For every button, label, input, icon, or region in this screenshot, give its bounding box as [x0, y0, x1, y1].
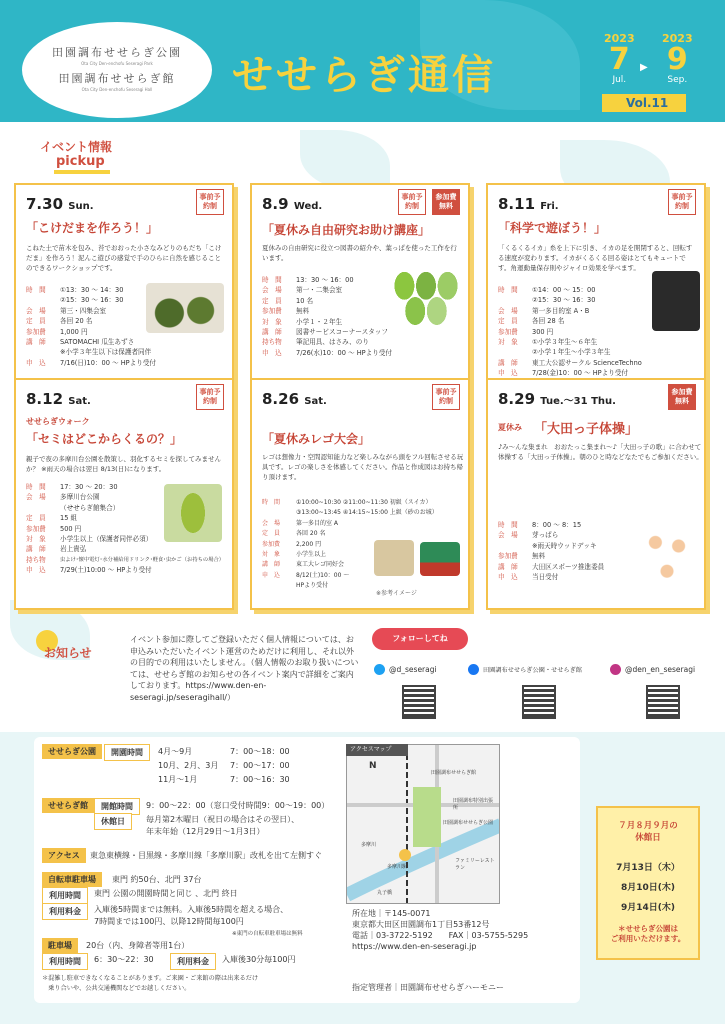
- facebook-link[interactable]: 田園調布せせらぎ公園・せせらぎ館: [468, 664, 582, 675]
- event-description: 「くるくるイカ」糸を上下に引き、イカの足を開閉すると、回転する速度が変わります。イカがくるくる回る姿はとてもキュートです。角運動量保存則やジャイロ効果を学べます。: [498, 244, 693, 272]
- event-card-lego[interactable]: [250, 378, 470, 610]
- parking-fee-label: 利用料金: [170, 953, 216, 970]
- date-range-start: 2023 7 Jul.: [604, 32, 635, 85]
- address-block: 所在地｜〒145-0071 東京都大田区田園調布1丁目53番12号 電話｜03-3722-5192 FAX｜03-5755-5295 https://www.den-en-seseragi.jp: [352, 909, 529, 951]
- follow-us-bubble: フォローしてね: [372, 628, 468, 650]
- squid-toy-photo: [652, 271, 700, 331]
- event-subtitle: せせらぎウォーク: [26, 417, 90, 426]
- event-description: 夏休みの自由研究に役立つ図書の紹介や、葉っぱを使った工作を行います。: [262, 244, 457, 262]
- website-link[interactable]: https://www.den-en-seseragi.jp: [352, 942, 477, 951]
- event-description: レゴは想像力・空間認知能力など楽しみながら頭をフル回転させる玩具です。レゴの楽しさを体感してください。作品と作成図はお持ち帰り頂けます。: [262, 453, 464, 481]
- event-subtitle: 夏休み: [498, 423, 522, 432]
- park-label: せせらぎ公園: [42, 744, 102, 759]
- event-date: 8.12 Sat.: [26, 390, 91, 408]
- closed-days-box: ７月８月９月の 休館日 7月13日（木） 8月10日(木) 9月14日(木) ＊せせらぎ公園は ご利用いただけます。: [596, 806, 700, 960]
- event-title: 「セミはどこからくるの？」: [26, 432, 183, 446]
- access-map[interactable]: 田園調布せせらぎ館 田園調布せせらぎ公園 多摩川駅 多摩川 丸子橋 ファミリーレストラン 田園調布特別出張所 N: [346, 744, 500, 904]
- twitter-icon: [374, 664, 385, 675]
- event-card-exercise[interactable]: [486, 378, 706, 610]
- volume-badge: Vol.11: [602, 94, 686, 112]
- parking-time-label: 利用時間: [42, 953, 88, 970]
- event-date: 7.30 Sun.: [26, 195, 94, 213]
- reservation-badge: 事前予約制: [432, 384, 460, 410]
- event-title: 「科学で遊ぼう！」: [498, 221, 607, 235]
- bike-time-label: 利用時間: [42, 887, 88, 904]
- map-header: アクセスマップ: [346, 744, 408, 756]
- event-details: 時 間 17：30 ～ 20：30 会 場 多摩川台公園 （せせらぎ館集合） 定 員 15 組 参加費 500 円 対 象 小学生以上（保護者同伴必須） 講 師 岩上貴弘 持ち物 虫よけ･懐中電灯･水分補給用ドリンク･軽食･虫かご（お持ちの場合） 申 込 7/29(土)10:00 ～ HPより受付: [26, 483, 225, 575]
- free-badge: 参加費無料: [668, 384, 696, 410]
- free-badge: 参加費無料: [432, 189, 460, 215]
- cicada-photo: [164, 484, 222, 542]
- facebook-icon: [468, 664, 479, 675]
- leaves-photo: [390, 269, 462, 325]
- instagram-icon: [610, 664, 621, 675]
- pickup-heading: イベント情報 pickup: [28, 138, 124, 174]
- event-details: 時 間 ①13：30 ～ 14：30 ②15：30 ～ 16：30 会 場 第三・四集会室 定 員 各回 20 名 参加費 1,000 円 講 師 SATOMACHI 瓜生あずさ ※小学３年生以下は保護者同伴 申 込 7/16(日)10：00 ～ HPより受付: [26, 286, 157, 367]
- newsletter-title: せせらぎ通信: [232, 51, 496, 99]
- bike-fee-label: 利用料金: [42, 903, 88, 920]
- event-date: 8.9 Wed.: [262, 195, 323, 213]
- car-parking-label: 駐車場: [42, 938, 78, 953]
- event-card-kokedama[interactable]: [14, 183, 234, 381]
- logo: 田園調布せせらぎ公園 Ota City Den-enchofu Seseragi Park 田園調布せせらぎ館 Ota City Den-enchofu Seseragi Hall: [22, 22, 212, 118]
- event-description: 親子で夜の多摩川台公園を散策し、羽化するセミを探してみませんか？ ※雨天の場合は翌日 8/13(日)になります。: [26, 455, 221, 473]
- lego-watermelon-photo: [420, 542, 460, 576]
- manager-info: 指定管理者｜田園調布せせらぎハーモニー: [352, 983, 504, 992]
- bike-parking-label: 自転車駐車場: [42, 872, 102, 887]
- reservation-badge: 事前予約制: [196, 189, 224, 215]
- hall-label: せせらぎ館: [42, 798, 94, 813]
- event-date: 8.11 Fri.: [498, 195, 559, 213]
- north-arrow-icon: N: [369, 761, 377, 771]
- date-range-end: 2023 9 Sep.: [662, 32, 693, 85]
- kids-exercise-illustration: [638, 528, 696, 600]
- hall-open-label: 開館時間: [94, 798, 140, 815]
- event-title: 「夏休みレゴ大会」: [262, 432, 371, 446]
- park-hours-label: 開園時間: [104, 744, 150, 761]
- facebook-qr-code[interactable]: [522, 685, 556, 719]
- event-description: こねた土で苗木を包み、苔でおおった小さなみどりのもだち「こけだま」を作ろう！泥んこ遊びの感覚で手のひらに自然を感じることのできるワークショップです。: [26, 244, 222, 272]
- event-date: 8.29 Tue.～31 Thu.: [498, 390, 616, 408]
- reservation-badge: 事前予約制: [398, 189, 426, 215]
- instagram-link[interactable]: @den_en_seseragi: [610, 664, 695, 675]
- event-card-science[interactable]: [486, 183, 706, 381]
- twitter-qr-code[interactable]: [402, 685, 436, 719]
- reservation-badge: 事前予約制: [668, 189, 696, 215]
- instagram-qr-code[interactable]: [646, 685, 680, 719]
- photo-caption: ※参考イメージ: [376, 590, 417, 597]
- event-details: 時 間 8：00 ～ 8：15 会 場 芽っぱら ※雨天時ウッドデッキ 参加費 無料 講 師 大田区スポーツ推進委員 申 込 当日受付: [498, 521, 605, 582]
- event-date: 8.26 Sat.: [262, 390, 327, 408]
- event-card-research-help[interactable]: [250, 183, 470, 381]
- event-title: 「こけだまを作ろう！」: [26, 221, 159, 235]
- event-title: 「夏休み自由研究お助け講座」: [262, 223, 431, 237]
- event-details: 時 間 ①10:00~10:30 ②11:00~11:30 初級（スイカ） ③13:00~13:45 ④14:15~15:00 上級（砂のお城） 会 場 第一多目的室 A 定 員 各回 20 名 参加費 2,200 円 対 象 小学生以上 講 師 東工大レゴ同好会 申 込 8/12(土)10：00 ～ HPより受付: [262, 499, 438, 590]
- notice-heading: お知らせ: [44, 646, 92, 660]
- lego-castle-photo: [374, 540, 414, 576]
- event-card-cicada[interactable]: [14, 378, 234, 610]
- arrow-icon: ▶: [640, 62, 648, 73]
- reservation-badge: 事前予約制: [196, 384, 224, 410]
- event-details: 時 間 ①14：00 ～ 15：00 ②15：30 ～ 16：30 会 場 第一多目的室 A・B 定 員 各回 28 名 参加費 300 円 対 象 ①小学３年生～６年生 ②小学１年生～小学３年生 講 師 東工大公認サークル ScienceTechno 申 込 7/28(金)10：00 ～ HPより受付: [498, 286, 642, 378]
- notice-text: イベント参加に際してご登録いただく個人情報については、お申込みいただいたイベント運営のためだけに利用し、それ以外の目的での利用はいたしません。（個人情報のお取り扱いについては、せせらぎ館のお知らせの各イベント案内で詳細をご案内しております。https://www.den-en-seseragi.jp/seseragihall/）: [130, 635, 359, 702]
- event-title: 「大田っ子体操」: [534, 422, 639, 437]
- kokedama-photo: [146, 283, 224, 333]
- access-label: アクセス: [42, 848, 86, 863]
- event-description: ♪み～んな集まれ おおたっこ集まれ～♪「大田っ子の歌」に合わせて体操する「大田っ子体操」。朝のひと時などなたでもご参加ください。: [498, 443, 703, 461]
- twitter-link[interactable]: @d_seseragi: [374, 664, 437, 675]
- park-area: [413, 787, 441, 847]
- station-marker: [399, 849, 411, 861]
- event-details: 時 間 13：30 ～ 16：00 会 場 第一・二集会室 定 員 10 名 参加費 無料 対 象 小学１・２年生 講 師 図書サービスコーナースタッフ 持ち物 筆記用具、はさみ、のり 申 込 7/26(水)10：00 ～ HPより受付: [262, 276, 393, 357]
- hall-closed-label: 休館日: [94, 813, 132, 830]
